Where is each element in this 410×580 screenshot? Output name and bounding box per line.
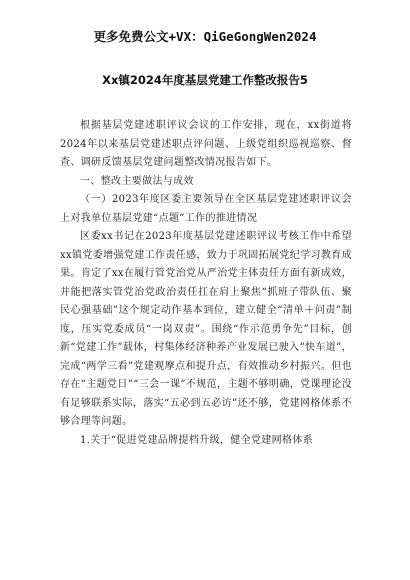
document-title: Xx镇2024年度基层党建工作整改报告5 <box>102 73 308 87</box>
list-item: 1.关于“促进党建品牌提档升级，健全党建网格体系 <box>80 434 314 446</box>
promo-header: 更多免费公文+VX：QiGeGongWen2024 <box>93 29 317 44</box>
section-heading: 一、整改主要做法与成效 <box>80 175 194 187</box>
subsection-heading: （一）2023年度区委主要领导在全区基层党建述职评议会上对我单位基层党建“点题”工作的推进情况 <box>60 194 352 224</box>
document-body <box>60 117 352 450</box>
intro-paragraph: 根据基层党建述职评议会议的工作安排，现在，xx街道将2024年以来基层党建述职点评问题、上级党组织巡视巡察、督查、调研反馈基层党建问题整改情况报告如下。 <box>60 120 352 168</box>
body-paragraph: 区委xx书记在2023年度基层党建述职评议考核工作中希望xx镇党委增强党建工作责任感，致力于巩固拓展党纪学习教育成果。肯定了xx在履行管党治党从严治党主体责任方面有新成效，并能把落实管党治党政治责任扛在肩上聚焦“抓班子带队伍、聚民心强基础”这个规定动作基本到位，建立健全“清单＋问责”制度，压实党委成员“一岗双责”。围绕“作示范勇争先”目标，创新“党建工作”载体，村集体经济种养产业发展已驶入“快车道”，完成“两学三看”党建观摩点和提升点，有效推动乡村振兴。但也存在“主题党日”“三会一课”不规范，主题不够明确，党课理论没有足够联系实际，落实“五必到五必访”还不够，党建网格体系不够合理等问题。 <box>60 231 352 427</box>
